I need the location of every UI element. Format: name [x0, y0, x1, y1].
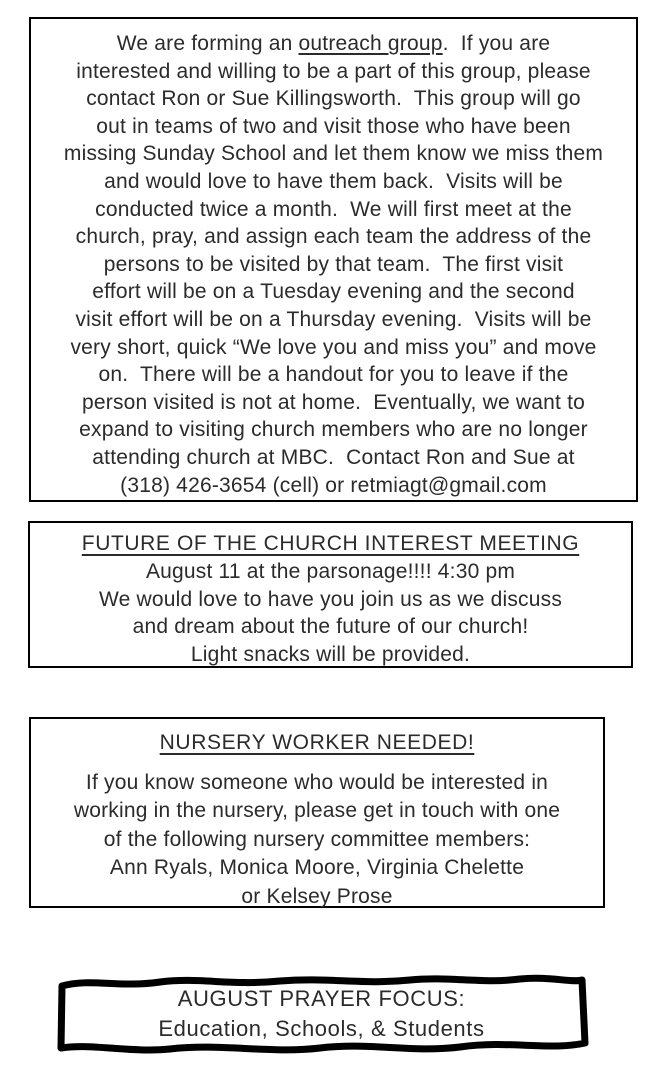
text-line: out in teams of two and visit those who have been	[96, 114, 571, 138]
text-line: and dream about the future of our church!	[132, 615, 529, 638]
text-line: We would love to have you join us as we discuss	[98, 587, 563, 611]
meeting-body-lines	[30, 558, 631, 668]
nursery-heading: NURSERY WORKER NEEDED!	[159, 731, 475, 754]
outreach-text-pre: We are forming an	[116, 32, 299, 55]
text-line: Ann Ryals, Monica Moore, Virginia Chelette	[109, 856, 525, 880]
august-prayer-focus-box	[50, 970, 593, 1058]
outreach-underlined-phrase: outreach group	[298, 32, 443, 55]
text-line: contact Ron or Sue Killingsworth. This group will go	[86, 87, 581, 111]
prayer-focus-lines	[158, 984, 484, 1044]
meeting-heading: FUTURE OF THE CHURCH INTEREST MEETING	[81, 532, 580, 555]
text-line: August 11 at the parsonage!!!! 4:30 pm	[145, 560, 516, 583]
text-line: conducted twice a month. We will first meet at the	[95, 197, 572, 221]
text-line: on. There will be a handout for you to leave if the	[98, 363, 569, 387]
text-line: very short, quick “We love you and miss you” and move	[70, 335, 597, 359]
nursery-worker-needed-box	[29, 717, 605, 908]
text-line: of the following nursery committee members:	[103, 827, 531, 851]
text-line: and would love to have them back. Visits will be	[104, 169, 563, 193]
outreach-text-post: . If you are	[442, 32, 551, 55]
text-line: attending church at MBC. Contact Ron and Sue at	[92, 445, 575, 469]
nursery-body-lines	[31, 769, 603, 911]
text-line: church, pray, and assign each team the address of the	[75, 225, 592, 249]
text-line: person visited is not at home. Eventually, we want to	[82, 390, 585, 414]
text-line: missing Sunday School and let them know we miss them	[63, 142, 604, 166]
text-line: Education, Schools, & Students	[158, 1016, 485, 1041]
outreach-first-line	[31, 30, 636, 58]
text-line: effort will be on a Tuesday evening and the second	[92, 280, 575, 304]
text-line: Light snacks will be provided.	[190, 642, 471, 666]
text-line: expand to visiting church members who are no longer	[79, 418, 588, 442]
text-line: working in the nursery, please get in touch with one	[73, 799, 561, 823]
text-line: If you know someone who would be interested in	[85, 771, 549, 794]
outreach-group-announcement-box	[29, 17, 638, 502]
text-line: or Kelsey Prose	[241, 884, 393, 908]
text-line: (318) 426-3654 (cell) or retmiagt@gmail.com	[120, 473, 547, 497]
text-line: persons to be visited by that team. The first visit	[103, 252, 564, 276]
text-line: AUGUST PRAYER FOCUS:	[177, 986, 466, 1011]
text-line: visit effort will be on a Thursday evening. Visits will be	[75, 307, 592, 331]
text-line: interested and willing to be a part of this group, please	[76, 59, 591, 83]
future-of-church-meeting-box	[28, 521, 633, 668]
outreach-body-lines	[31, 58, 636, 500]
